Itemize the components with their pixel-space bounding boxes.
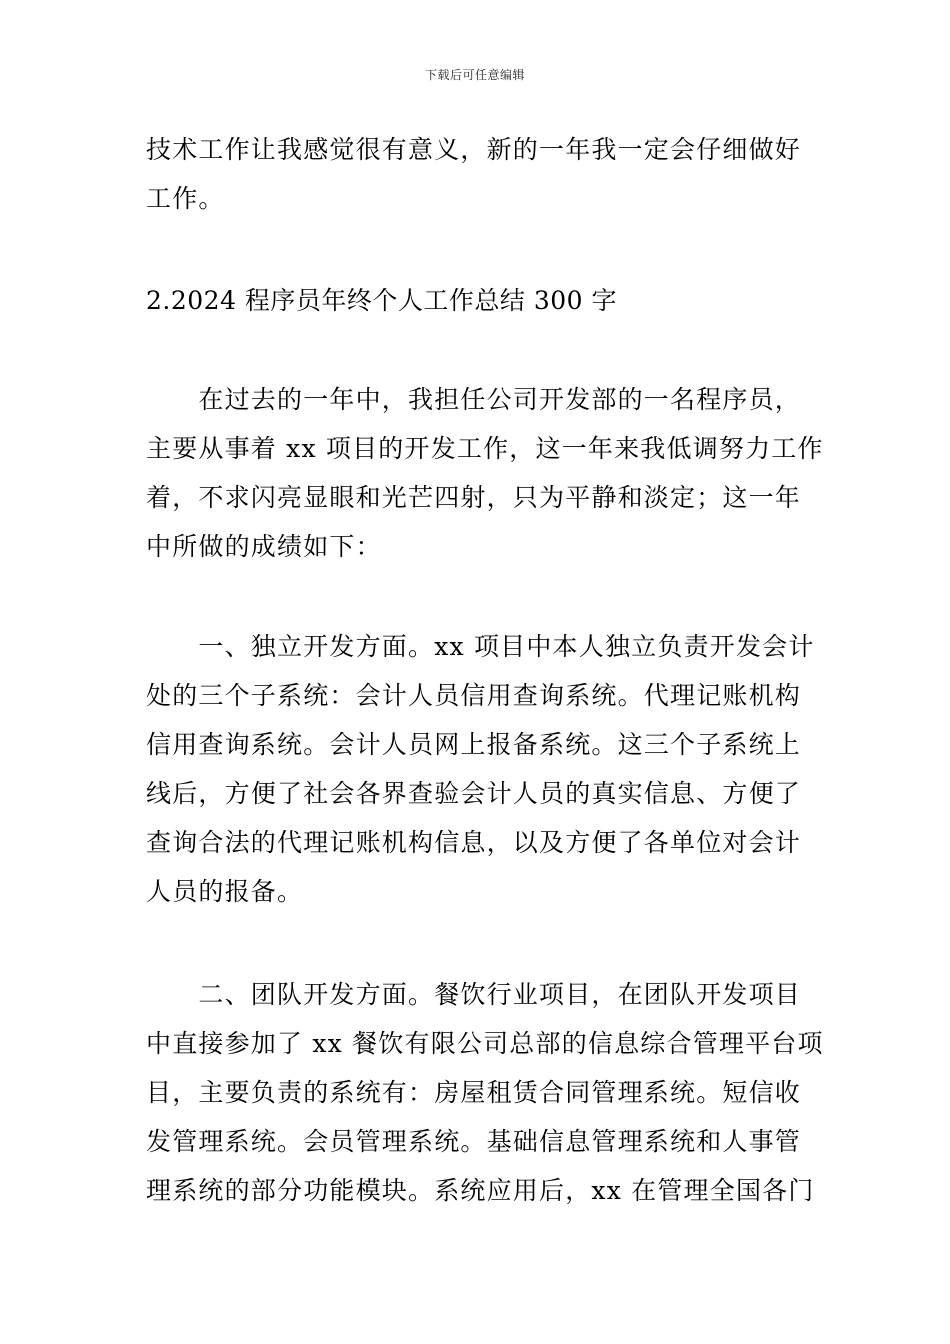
text-line: 中所做的成绩如下： — [146, 532, 382, 561]
text-line: 一、独立开发方面。xx 项目中本人独立负责开发会计 — [146, 632, 815, 661]
paragraph-independent-dev — [146, 622, 815, 916]
text-line: 技术工作让我感觉很有意义，新的一年我一定会仔细做好 — [146, 135, 802, 164]
text-line: 理系统的部分功能模块。系统应用后，xx 在管理全国各门 — [146, 1176, 815, 1205]
text-line: 目，主要负责的系统有：房屋租赁合同管理系统。短信收 — [146, 1078, 802, 1107]
text-line: 中直接参加了 xx 餐饮有限公司总部的信息综合管理平台项 — [146, 1029, 824, 1058]
text-line: 着，不求闪亮显眼和光芒四射，只为平静和淡定；这一年 — [146, 483, 802, 512]
text-line: 在过去的一年中，我担任公司开发部的一名程序员， — [146, 385, 802, 414]
text-line: 二、团队开发方面。餐饮行业项目，在团队开发项目 — [146, 980, 802, 1009]
text-line: 人员的报备。 — [146, 877, 304, 906]
paragraph-team-dev — [146, 970, 824, 1215]
text-line: 处的三个子系统：会计人员信用查询系统。代理记账机构 — [146, 681, 802, 710]
text-line: 工作。 — [146, 184, 225, 213]
paragraph-intro — [146, 125, 808, 223]
section-heading: 2.2024 程序员年终个人工作总结 300 字 — [146, 286, 618, 315]
text-line: 主要从事着 xx 项目的开发工作，这一年来我低调努力工作 — [146, 434, 824, 463]
text-line: 查询合法的代理记账机构信息，以及方便了各单位对会计 — [146, 828, 802, 857]
text-line: 信用查询系统。会计人员网上报备系统。这三个子系统上 — [146, 730, 802, 759]
page-header: 下载后可任意编辑 — [424, 68, 525, 82]
text-line: 发管理系统。会员管理系统。基础信息管理系统和人事管 — [146, 1127, 802, 1156]
text-line: 线后，方便了社会各界查验会计人员的真实信息、方便了 — [146, 779, 802, 808]
paragraph-overview — [146, 375, 824, 571]
